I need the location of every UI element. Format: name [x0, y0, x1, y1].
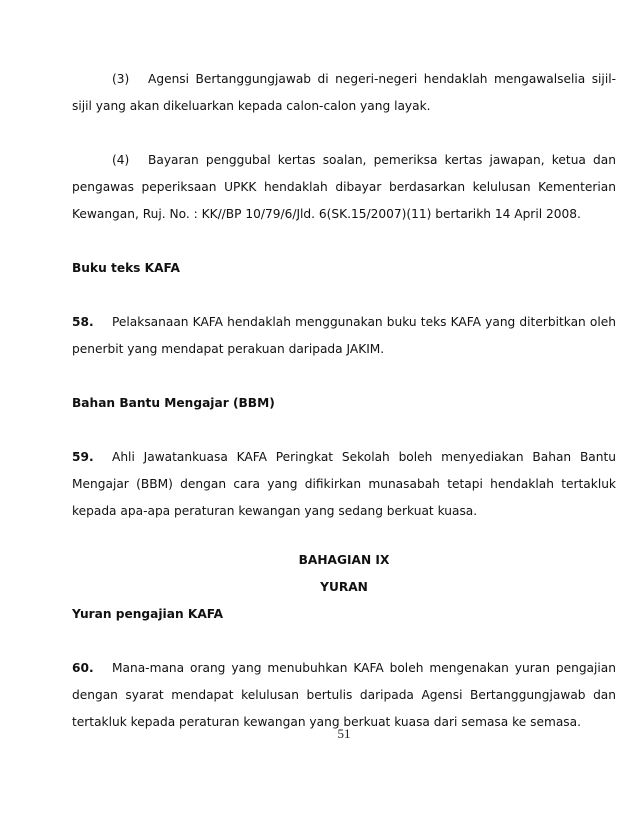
heading-bbm: Bahan Bantu Mengajar (BBM) — [72, 396, 275, 410]
part-subtitle: YURAN — [320, 580, 368, 594]
paragraph-3 — [72, 66, 616, 120]
paragraph-text: Bayaran penggubal kertas soalan, pemeriksa kertas jawapan, ketua dan pengawas peperiksaan UPKK hendaklah dibayar berdasarkan kelulusan Kementerian Kewangan, Ruj. No. : KK//BP 10/79/6/Jld. 6(SK.15/2007)(11) bertarikh 14 April 2008. — [72, 153, 616, 221]
section-60 — [72, 655, 616, 736]
section-text: Mana-mana orang yang menubuhkan KAFA boleh mengenakan yuran pengajian dengan syarat mendapat kelulusan bertulis daripada Agensi Bertanggungjawab dan tertakluk kepada peraturan kewangan yang berkuat kuasa dari semasa ke semasa. — [72, 661, 616, 729]
section-text: Ahli Jawatankuasa KAFA Peringkat Sekolah boleh menyediakan Bahan Bantu Mengajar (BBM) dengan cara yang difikirkan munasabah tetapi hendaklah tertakluk kepada apa-apa peraturan kewangan yang sedang berkuat kuasa. — [72, 450, 616, 518]
part-title: BAHAGIAN IX — [298, 553, 390, 567]
heading-yuran: Yuran pengajian KAFA — [72, 607, 224, 621]
section-number: 59. — [72, 450, 94, 464]
section-59 — [72, 444, 616, 525]
heading-buku-teks: Buku teks KAFA — [72, 261, 180, 275]
section-number: 58. — [72, 315, 94, 329]
paragraph-number: (4) — [112, 153, 130, 167]
page-number: 51 — [337, 726, 351, 741]
document-body — [72, 66, 616, 736]
section-58 — [72, 309, 616, 363]
section-number: 60. — [72, 661, 94, 675]
paragraph-4 — [72, 147, 616, 228]
paragraph-text: Agensi Bertanggungjawab di negeri-negeri hendaklah mengawalselia sijil-sijil yang akan dikeluarkan kepada calon-calon yang layak. — [72, 72, 616, 113]
paragraph-number: (3) — [112, 72, 130, 86]
section-text: Pelaksanaan KAFA hendaklah menggunakan buku teks KAFA yang diterbitkan oleh penerbit yang mendapat perakuan daripada JAKIM. — [72, 315, 616, 356]
